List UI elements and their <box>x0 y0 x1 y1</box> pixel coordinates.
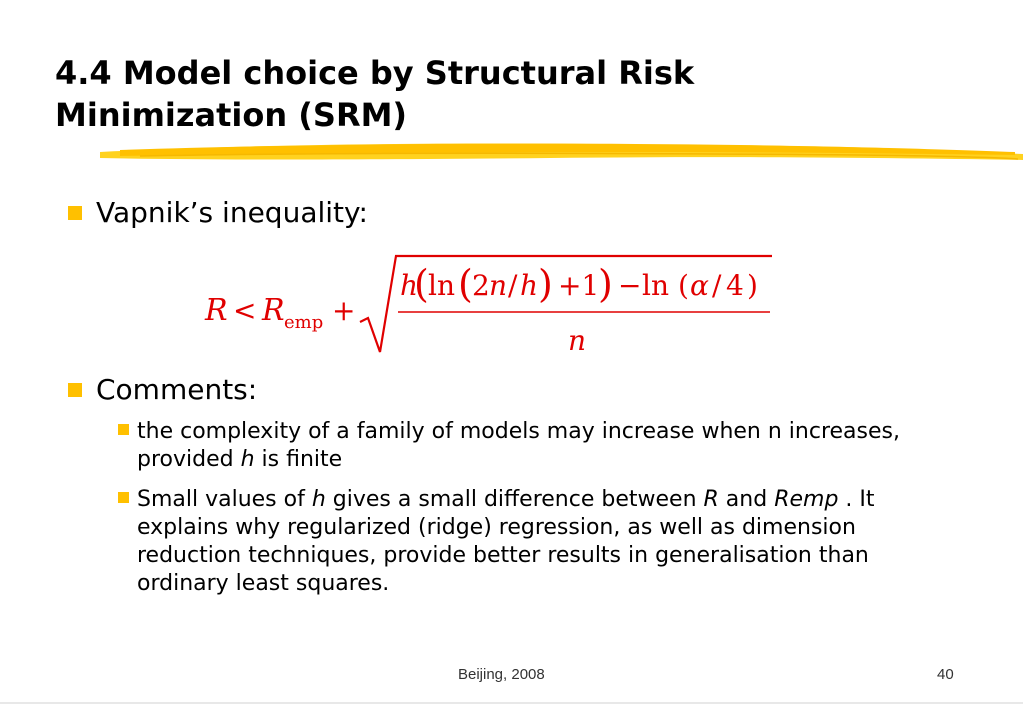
formula-R2: R <box>262 293 285 328</box>
num-h: h <box>400 269 419 302</box>
bullet-comments: Comments: <box>96 373 258 406</box>
footer-page-number: 40 <box>937 666 954 683</box>
num-n: n <box>489 269 508 302</box>
num-ln2: ln <box>642 269 669 302</box>
bullet-square <box>68 206 82 220</box>
num-slash-2: / <box>712 269 722 302</box>
sub-bullet-small-values <box>137 486 967 598</box>
sub2-text-4: . It explains why regularized (ridge) regression, as well as dimension reduction techniques, provide better results in generalisation than ordinary least squares. <box>137 487 875 596</box>
footer-location: Beijing, 2008 <box>458 666 545 683</box>
num-paren-open: ( <box>414 262 429 306</box>
slide-title <box>55 52 955 136</box>
num-paren-open-3: ( <box>678 269 689 302</box>
formula-lt: < <box>233 294 257 327</box>
sub1-h: h <box>240 447 255 472</box>
sub-bullet-square <box>118 424 129 435</box>
num-paren-close: ) <box>598 262 613 306</box>
sub-bullet-square <box>118 492 129 503</box>
sub2-R: R <box>703 487 719 512</box>
formula-sub-emp: emp <box>284 312 324 333</box>
num-4: 4 <box>726 269 744 302</box>
title-line-2: Minimization (SRM) <box>55 96 408 134</box>
sub2-h: h <box>311 487 326 512</box>
num-paren-open-2: ( <box>458 262 473 306</box>
den-n: n <box>568 324 587 357</box>
num-plus1: +1 <box>558 269 600 302</box>
num-ln1: ln <box>428 269 455 302</box>
title-underline-brush <box>100 136 1023 170</box>
num-alpha: α <box>690 269 709 302</box>
sub1-text-1: the complexity of a family of models may increase when n increases, provided <box>137 419 900 472</box>
num-h2: h <box>520 269 539 302</box>
formula-R: R <box>205 293 228 328</box>
num-minus: − <box>618 269 642 302</box>
sub2-Remp: Remp <box>774 487 839 512</box>
bullet-vapnik: Vapnik’s inequality: <box>96 196 368 229</box>
sub2-text-3: and <box>718 487 775 512</box>
formula-plus: + <box>332 294 356 327</box>
num-2: 2 <box>472 269 490 302</box>
num-slash: / <box>508 269 518 302</box>
sub2-text-2: gives a small difference between <box>325 487 704 512</box>
num-paren-close-2: ) <box>538 262 553 306</box>
num-paren-close-3: ) <box>747 269 758 302</box>
bottom-divider <box>0 702 1023 704</box>
sub-bullet-complexity <box>137 418 967 474</box>
bullet-square <box>68 383 82 397</box>
sub1-text-2: is finite <box>254 447 343 472</box>
title-line-1: 4.4 Model choice by Structural Risk <box>55 54 695 92</box>
vapnik-inequality-formula <box>200 250 780 360</box>
sub2-text-1: Small values of <box>137 487 312 512</box>
